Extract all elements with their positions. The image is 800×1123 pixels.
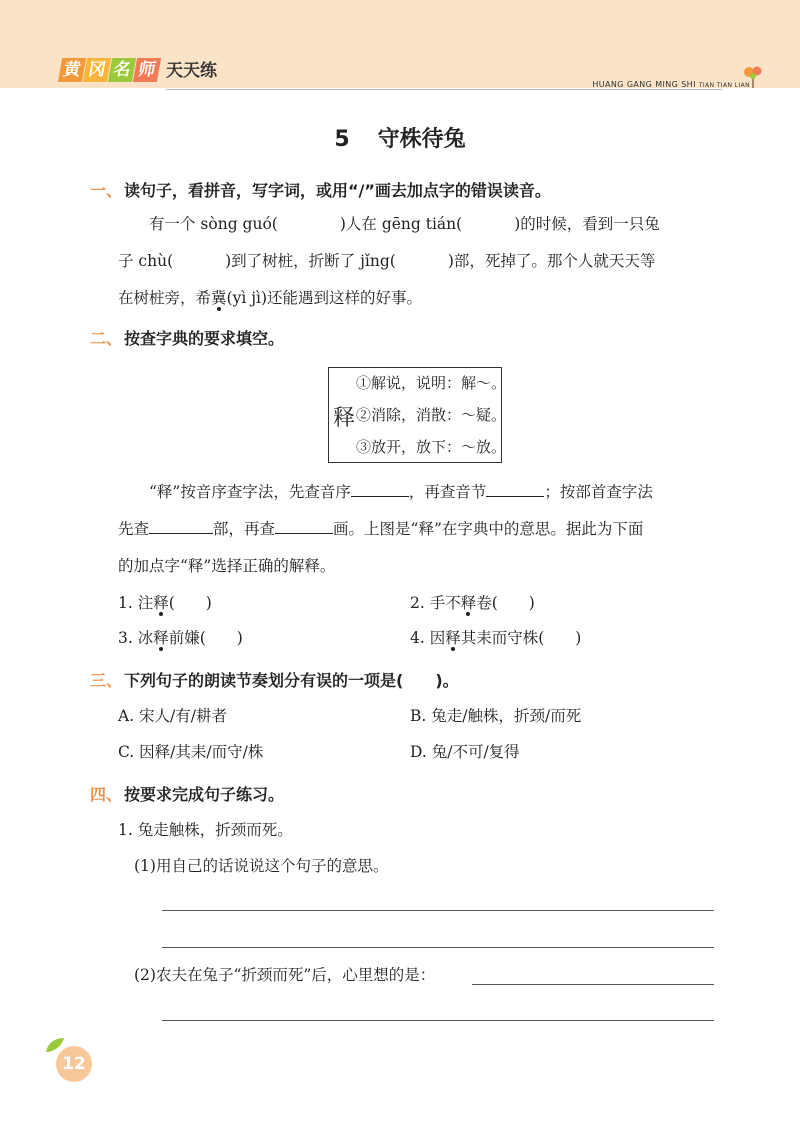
text-run: 的加点字“释”选择正确的解释。: [118, 557, 336, 575]
section-3-heading: [90, 668, 459, 691]
text-run: “释”按音序查字法，先查音序: [149, 483, 351, 501]
question-1: (1)用自己的话说说这个句子的意思。: [134, 857, 389, 875]
text-run: )人在 gēng tián(: [339, 215, 463, 233]
brand-pinyin-text: HUANG GANG MING SHI: [592, 80, 696, 89]
section-number: 二、: [90, 329, 123, 348]
lesson-title: [0, 122, 800, 153]
text-run: 有一个 sòng guó(: [149, 215, 278, 233]
option-2-2[interactable]: 2. 手不释卷( ): [410, 594, 535, 612]
question-2: (2)农夫在兔子“折颈而死”后，心里想的是：: [134, 966, 436, 984]
option-c[interactable]: C. 因释/其耒/而守/株: [118, 743, 264, 761]
text-run: )部，死掉了。那个人就天天等: [447, 252, 656, 270]
brand-char: 名: [108, 58, 136, 82]
text-run[interactable]: (yì jì)还能遇到这样的好事。: [226, 289, 423, 307]
dictionary-sense: ②消除，消散：～疑。: [356, 406, 507, 424]
dictionary-sense: ③放开，放下：～放。: [356, 438, 507, 456]
text-run: ，再查音节: [408, 483, 487, 501]
answer-line[interactable]: [162, 1020, 714, 1021]
option-a[interactable]: A. 宋人/有/耕者: [118, 707, 227, 725]
dotted-char: 冀: [211, 289, 227, 307]
option-d[interactable]: D. 兔/不可/复得: [410, 743, 520, 761]
section-number: 三、: [90, 671, 123, 690]
text-run: 先查: [118, 520, 150, 538]
page-number: 12: [56, 1046, 92, 1082]
brand-pinyin: [592, 80, 750, 89]
section-number: 一、: [90, 181, 123, 200]
lesson-number: 5: [334, 127, 350, 152]
brand-char: 黄: [58, 58, 86, 82]
option-2-4[interactable]: 4. 因释其耒而守株( ): [410, 629, 582, 647]
answer-line[interactable]: [486, 478, 544, 497]
section-2-paragraph: [118, 474, 728, 585]
answer-line[interactable]: [351, 478, 409, 497]
text-run: 子 chù(: [118, 252, 174, 270]
text-run: ；按部首查字法: [544, 483, 653, 501]
answer-line[interactable]: [162, 910, 714, 911]
dictionary-sense: ①解说，说明：解～。: [356, 374, 507, 392]
section-1-heading: [90, 178, 551, 201]
answer-line[interactable]: [149, 515, 213, 534]
text-run: )的时候，看到一只兔: [514, 215, 660, 233]
brand-char: 师: [133, 58, 161, 82]
text-run: )到了树桩，折断了 jǐng(: [225, 252, 396, 270]
option-2-1[interactable]: 1. 注释( ): [118, 594, 212, 612]
brand-pinyin-small: TIAN TIAN LIAN: [698, 82, 750, 89]
sentence-item: 1. 兔走触株，折颈而死。: [118, 821, 293, 839]
section-title: 按查字典的要求填空。: [124, 329, 285, 348]
series-title: 天天练: [166, 61, 217, 81]
brand-char: 冈: [83, 58, 111, 82]
section-title: 按要求完成句子练习。: [124, 785, 285, 804]
section-number: 四、: [90, 785, 123, 804]
dictionary-char: 释: [333, 406, 356, 431]
option-b[interactable]: B. 兔走/触株，折颈/而死: [410, 707, 582, 725]
option-2-3[interactable]: 3. 冰释前嫌( ): [118, 629, 243, 647]
section-1-paragraph: [118, 206, 728, 317]
text-run: 在树桩旁，希: [118, 289, 212, 307]
brand-logo: [60, 58, 160, 82]
text-run: 画。上图是“释”在字典中的意思。据此为下面: [333, 520, 644, 538]
answer-line[interactable]: [162, 947, 714, 948]
header-rule: [166, 89, 722, 90]
text-run: 部，再查: [213, 520, 276, 538]
lesson-name: 守株待兔: [377, 127, 466, 152]
tree-icon: [740, 66, 766, 88]
section-2-heading: [90, 326, 284, 349]
dictionary-box: [328, 367, 507, 463]
section-title: 下列句子的朗读节奏划分有误的一项是( )。: [124, 671, 459, 690]
section-title: 读句子，看拼音，写字词，或用“/”画去加点字的错误读音。: [124, 181, 551, 200]
answer-line[interactable]: [472, 984, 714, 985]
section-4-heading: [90, 782, 284, 805]
answer-line[interactable]: [275, 515, 333, 534]
